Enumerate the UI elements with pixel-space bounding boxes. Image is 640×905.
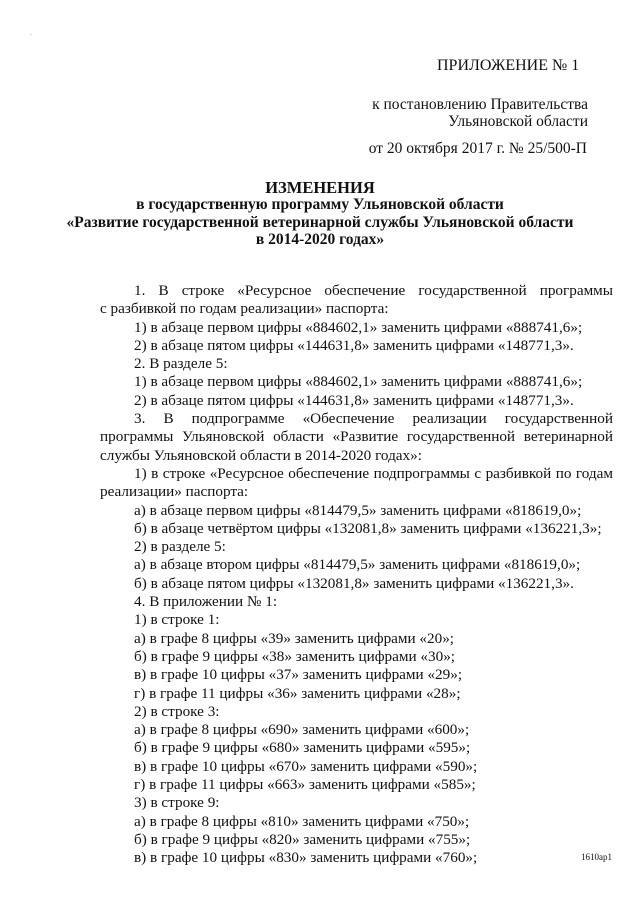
body-line: 3) в строке 9: bbox=[134, 794, 220, 812]
body-line: б) в абзаце пятом цифры «132081,8» заменить цифрами «136221,3». bbox=[134, 574, 574, 592]
body-line: службы Ульяновской области в 2014-2020 годах»: bbox=[100, 446, 422, 464]
body-line: 2) в абзаце пятом цифры «144631,8» заменить цифрами «148771,3». bbox=[134, 336, 574, 354]
body-line: с разбивкой по годам реализации» паспорта: bbox=[100, 300, 389, 318]
body-line: 2. В разделе 5: bbox=[134, 355, 228, 373]
body-line: г) в графе 11 цифры «36» заменить цифрами «28»; bbox=[134, 684, 461, 702]
document-subtitle-line-1: в государственную программу Ульяновской области bbox=[136, 196, 504, 213]
body-line: б) в графе 9 цифры «38» заменить цифрами «30»; bbox=[134, 647, 456, 665]
body-line: 2) в строке 3: bbox=[134, 702, 220, 720]
body-line: 1) в строке «Ресурсное обеспечение подпрограммы с разбивкой по годам bbox=[134, 464, 613, 482]
body-line: 2) в разделе 5: bbox=[134, 538, 226, 556]
body-line: а) в графе 8 цифры «810» заменить цифрами «750»; bbox=[134, 812, 470, 830]
body-line: г) в графе 11 цифры «663» заменить цифрами «585»; bbox=[134, 776, 476, 794]
body-line: 4. В приложении № 1: bbox=[134, 593, 278, 611]
decree-reference-line-1: к постановлению Правительства bbox=[372, 96, 588, 113]
body-line: 2) в абзаце пятом цифры «144631,8» заменить цифрами «148771,3». bbox=[134, 391, 574, 409]
amendments-body bbox=[100, 282, 613, 868]
scan-mark: . bbox=[30, 28, 32, 37]
appendix-title: ПРИЛОЖЕНИЕ № 1 bbox=[437, 57, 580, 74]
body-line: в) в графе 10 цифры «37» заменить цифрами «29»; bbox=[134, 666, 463, 684]
body-line: а) в абзаце втором цифры «814479,5» заменить цифрами «818619,0»; bbox=[134, 556, 581, 574]
decree-reference-line-2: Ульяновской области bbox=[448, 113, 588, 130]
body-line: 1) в абзаце первом цифры «884602,1» заменить цифрами «888741,6»; bbox=[134, 318, 583, 336]
body-line: в) в графе 10 цифры «670» заменить цифрами «590»; bbox=[134, 757, 478, 775]
decree-date: от 20 октября 2017 г. № 25/500-П bbox=[368, 140, 587, 157]
body-line: 3. В подпрограмме «Обеспечение реализации государственной bbox=[134, 410, 613, 428]
page-code: 1610ap1 bbox=[581, 852, 612, 862]
body-line: б) в графе 9 цифры «680» заменить цифрами «595»; bbox=[134, 739, 471, 757]
body-line: 1) в строке 1: bbox=[134, 611, 220, 629]
body-line: 1. В строке «Ресурсное обеспечение государственной программы bbox=[134, 282, 613, 299]
body-line: реализации» паспорта: bbox=[100, 483, 249, 501]
body-line: а) в графе 8 цифры «690» заменить цифрами «600»; bbox=[134, 721, 470, 739]
document-subtitle-line-3: в 2014-2020 годах» bbox=[255, 231, 385, 248]
document-title: ИЗМЕНЕНИЯ bbox=[265, 178, 375, 197]
body-line: а) в графе 8 цифры «39» заменить цифрами «20»; bbox=[134, 629, 455, 647]
body-line: б) в графе 9 цифры «820» заменить цифрами «755»; bbox=[134, 830, 471, 848]
document-subtitle-line-2: «Развитие государственной ветеринарной службы Ульяновской области bbox=[66, 214, 574, 231]
body-line: б) в абзаце четвёртом цифры «132081,8» заменить цифрами «136221,3»; bbox=[134, 519, 602, 537]
body-line: программы Ульяновской области «Развитие государственной ветеринарной bbox=[100, 428, 613, 446]
body-line: 1) в абзаце первом цифры «884602,1» заменить цифрами «888741,6»; bbox=[134, 373, 583, 391]
body-line: а) в абзаце первом цифры «814479,5» заменить цифрами «818619,0»; bbox=[134, 501, 582, 519]
body-line: в) в графе 10 цифры «830» заменить цифрами «760»; bbox=[134, 849, 478, 867]
